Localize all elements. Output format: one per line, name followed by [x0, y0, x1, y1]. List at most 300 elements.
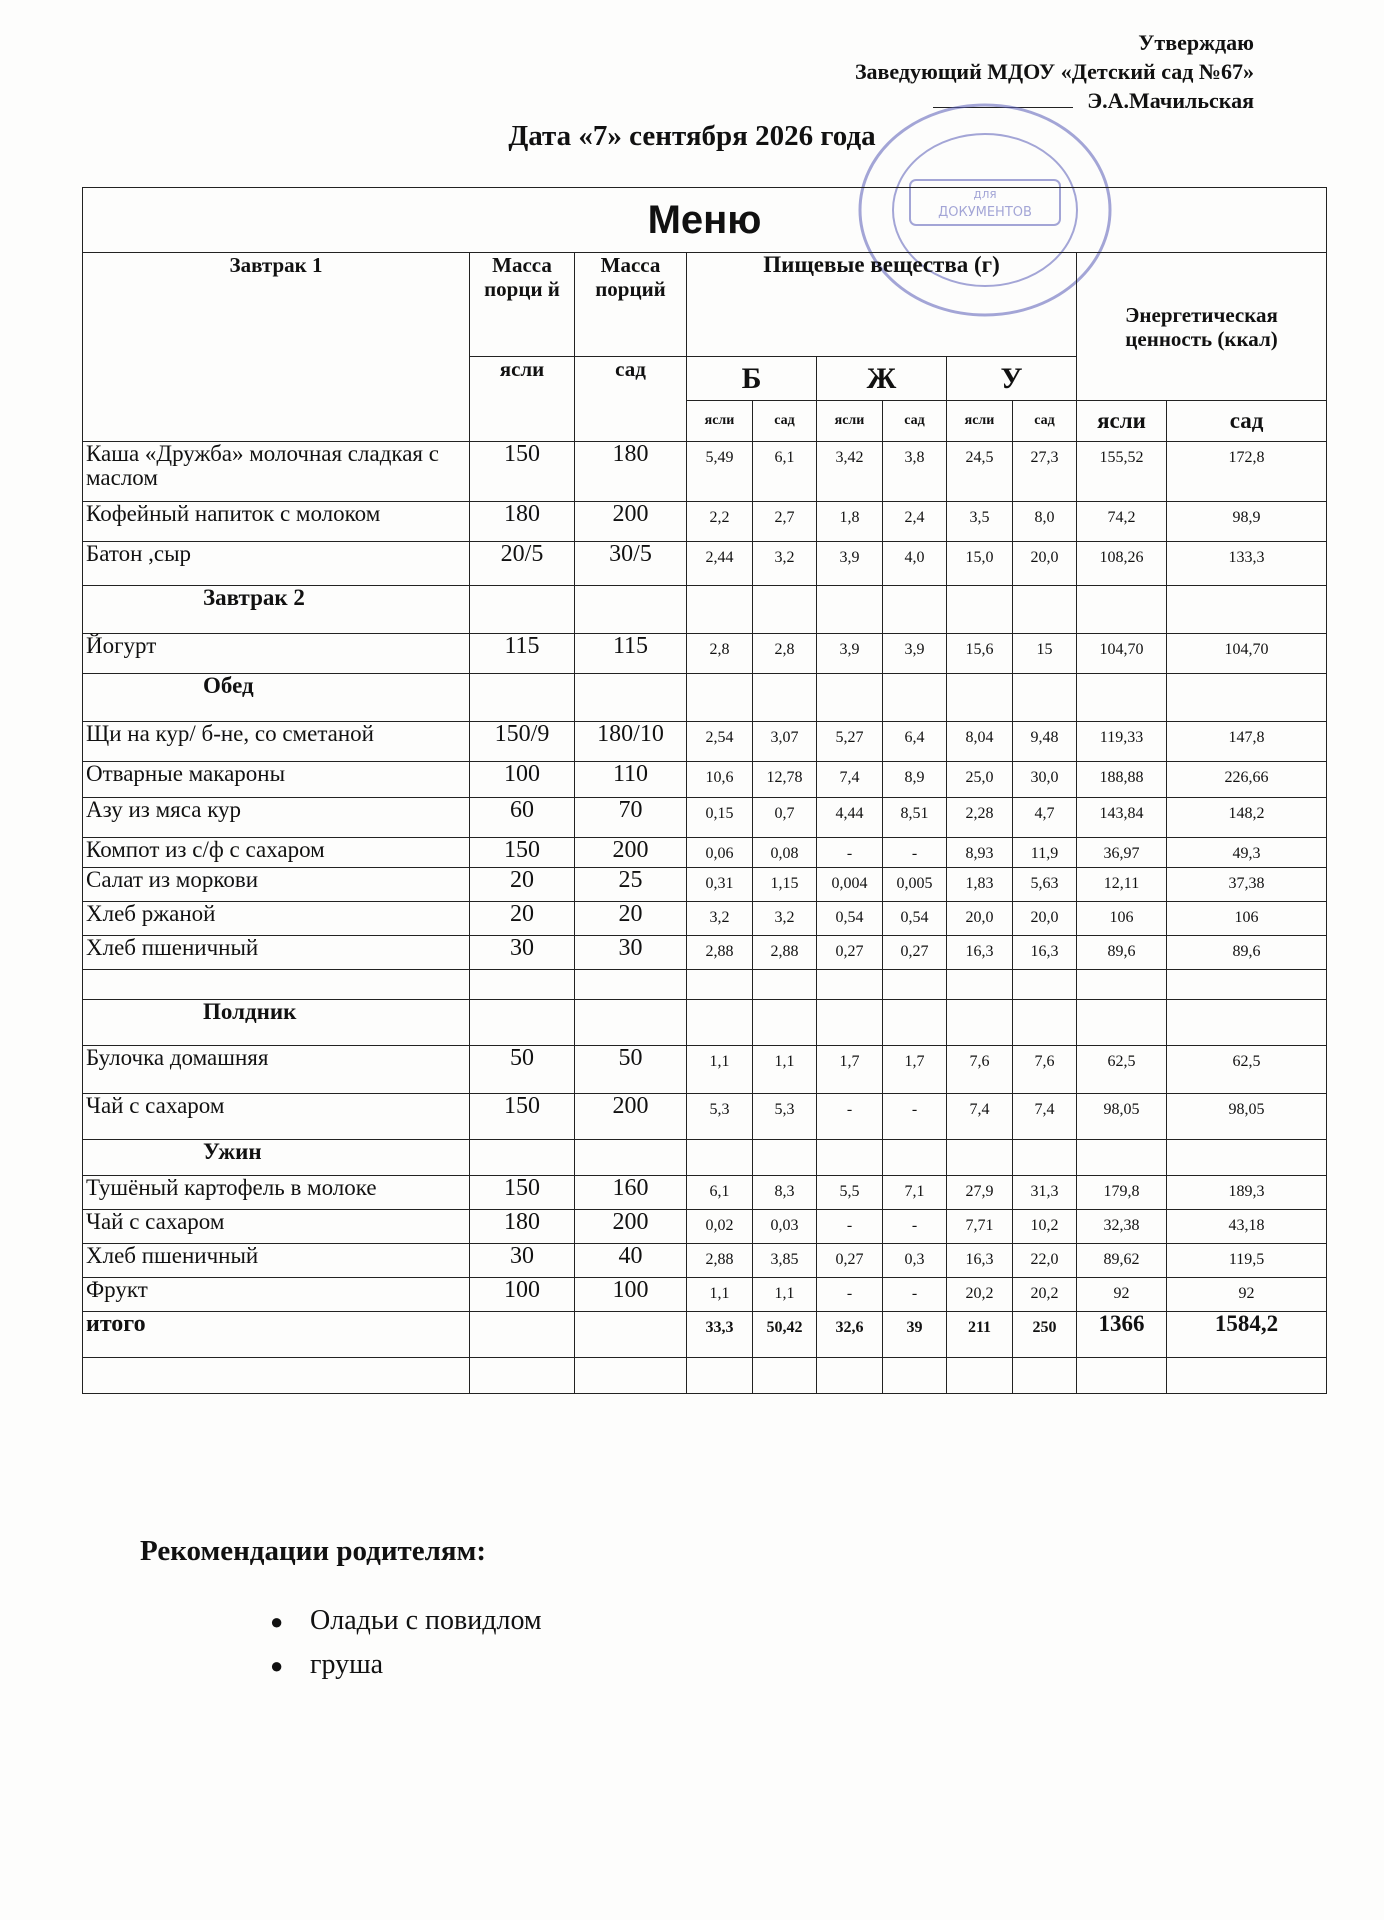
energy-sad: 226,66	[1167, 762, 1327, 798]
dish-name: Йогурт	[83, 634, 470, 674]
mass-sad: 25	[575, 868, 687, 902]
empty-cell	[947, 674, 1013, 722]
empty-cell	[883, 674, 947, 722]
empty-cell	[947, 1140, 1013, 1176]
mass-sad: 20	[575, 902, 687, 936]
nutrient-value: 3,42	[817, 442, 883, 502]
approver-name: Э.А.Мачильская	[1087, 88, 1254, 113]
empty-cell	[753, 674, 817, 722]
nutrient-value: 5,3	[753, 1094, 817, 1140]
empty-cell	[1013, 1000, 1077, 1046]
nutrient-value: 0,08	[753, 838, 817, 868]
section-title: Ужин	[83, 1140, 470, 1176]
nutrient-value: 3,07	[753, 722, 817, 762]
nutrient-value: 2,8	[687, 634, 753, 674]
dish-name: Батон ,сыр	[83, 542, 470, 586]
nutrient-value: 12,78	[753, 762, 817, 798]
nutrient-value: 0,06	[687, 838, 753, 868]
empty-cell	[947, 1358, 1013, 1394]
empty-cell	[575, 1000, 687, 1046]
nutrient-value: 6,1	[753, 442, 817, 502]
table-row	[83, 1278, 1327, 1312]
energy-yasli: 12,11	[1077, 868, 1167, 902]
nutrient-value: 10,2	[1013, 1210, 1077, 1244]
nutrient-value: 0,54	[883, 902, 947, 936]
empty-cell	[1167, 1140, 1327, 1176]
nutrient-value: 0,31	[687, 868, 753, 902]
empty-cell	[470, 1312, 575, 1358]
empty-cell	[883, 1000, 947, 1046]
energy-sad: 119,5	[1167, 1244, 1327, 1278]
dish-name: Тушёный картофель в молоке	[83, 1176, 470, 1210]
mass-yasli: 60	[470, 798, 575, 838]
nutrient-value: 1,1	[687, 1278, 753, 1312]
header-protein: Б	[687, 357, 817, 401]
empty-cell	[1077, 970, 1167, 1000]
mass-sad: 50	[575, 1046, 687, 1094]
empty-cell	[753, 1140, 817, 1176]
nutrient-value: 5,27	[817, 722, 883, 762]
nutrient-value: 6,1	[687, 1176, 753, 1210]
nutrient-value: 20,0	[947, 902, 1013, 936]
nutrient-value: 27,3	[1013, 442, 1077, 502]
empty-cell	[1077, 1140, 1167, 1176]
nutrient-value: 8,93	[947, 838, 1013, 868]
empty-cell	[470, 1358, 575, 1394]
nutrient-value: 3,9	[883, 634, 947, 674]
nutrient-value: -	[817, 1094, 883, 1140]
header-energy-yasli: ясли	[1077, 401, 1167, 442]
energy-yasli: 89,6	[1077, 936, 1167, 970]
nutrient-value: -	[817, 1278, 883, 1312]
empty-cell	[817, 674, 883, 722]
empty-cell	[470, 1000, 575, 1046]
header-energy-sad: сад	[1167, 401, 1327, 442]
total-value: 33,3	[687, 1312, 753, 1358]
nutrient-value: 0,3	[883, 1244, 947, 1278]
empty-cell	[1013, 674, 1077, 722]
nutrient-value: 1,1	[753, 1278, 817, 1312]
nutrient-value: 2,2	[687, 502, 753, 542]
recommendation-text: груша	[310, 1649, 384, 1680]
empty-cell	[883, 1140, 947, 1176]
energy-sad: 43,18	[1167, 1210, 1327, 1244]
total-label: итого	[83, 1312, 470, 1358]
menu-title: Меню	[83, 188, 1327, 253]
energy-sad: 98,05	[1167, 1094, 1327, 1140]
empty-cell	[1167, 674, 1327, 722]
svg-text:ДОКУМЕНТОВ: ДОКУМЕНТОВ	[938, 205, 1032, 220]
empty-cell	[1077, 1358, 1167, 1394]
table-row	[83, 1046, 1327, 1094]
dish-name: Хлеб пшеничный	[83, 1244, 470, 1278]
dish-name: Каша «Дружба» молочная сладкая с маслом	[83, 442, 470, 502]
empty-cell	[1013, 970, 1077, 1000]
mass-yasli: 30	[470, 1244, 575, 1278]
empty-cell	[687, 674, 753, 722]
nutrient-value: 31,3	[1013, 1176, 1077, 1210]
nutrient-value: 25,0	[947, 762, 1013, 798]
energy-sad: 106	[1167, 902, 1327, 936]
empty-cell	[575, 586, 687, 634]
nutrient-value: 8,9	[883, 762, 947, 798]
nutrient-value: -	[817, 1210, 883, 1244]
empty-cell	[817, 1140, 883, 1176]
nutrient-value: 9,48	[1013, 722, 1077, 762]
nutrient-value: 3,85	[753, 1244, 817, 1278]
nutrient-value: 0,03	[753, 1210, 817, 1244]
nutrient-value: 1,83	[947, 868, 1013, 902]
mass-yasli: 180	[470, 1210, 575, 1244]
menu-table	[82, 187, 1327, 1394]
nutrient-value: 30,0	[1013, 762, 1077, 798]
recommendations-title: Рекомендации родителям:	[140, 1535, 487, 1567]
nutrient-value: 2,44	[687, 542, 753, 586]
nutrient-value: -	[883, 838, 947, 868]
header-meal: Завтрак 1	[83, 253, 470, 442]
nutrient-value: 2,88	[753, 936, 817, 970]
nutrient-value: -	[883, 1278, 947, 1312]
mass-sad: 200	[575, 838, 687, 868]
nutrient-value: 8,0	[1013, 502, 1077, 542]
nutrient-value: 2,8	[753, 634, 817, 674]
dish-name: Азу из мяса кур	[83, 798, 470, 838]
energy-sad: 172,8	[1167, 442, 1327, 502]
nutrient-value: 0,004	[817, 868, 883, 902]
empty-cell	[83, 1358, 470, 1394]
nutrient-value: 8,3	[753, 1176, 817, 1210]
nutrient-value: 4,7	[1013, 798, 1077, 838]
empty-cell	[687, 1358, 753, 1394]
nutrient-value: 27,9	[947, 1176, 1013, 1210]
energy-yasli: 155,52	[1077, 442, 1167, 502]
mass-sad: 160	[575, 1176, 687, 1210]
table-row	[83, 1176, 1327, 1210]
energy-sad: 92	[1167, 1278, 1327, 1312]
header-fat: Ж	[817, 357, 947, 401]
table-row	[83, 798, 1327, 838]
nutrient-value: 0,27	[883, 936, 947, 970]
empty-cell	[1167, 1000, 1327, 1046]
empty-cell	[817, 1358, 883, 1394]
empty-cell	[947, 970, 1013, 1000]
energy-yasli: 119,33	[1077, 722, 1167, 762]
nutrient-value: 2,88	[687, 936, 753, 970]
energy-yasli: 188,88	[1077, 762, 1167, 798]
empty-cell	[817, 1000, 883, 1046]
nutrient-value: 0,02	[687, 1210, 753, 1244]
nutrient-value: 1,7	[817, 1046, 883, 1094]
energy-yasli: 98,05	[1077, 1094, 1167, 1140]
table-row	[83, 722, 1327, 762]
header-sad: сад	[575, 357, 687, 442]
empty-cell	[1167, 1358, 1327, 1394]
header-carbs: У	[947, 357, 1077, 401]
mass-yasli: 20/5	[470, 542, 575, 586]
dish-name: Фрукт	[83, 1278, 470, 1312]
energy-yasli: 32,38	[1077, 1210, 1167, 1244]
empty-cell	[947, 1000, 1013, 1046]
nutrient-value: 20,0	[1013, 542, 1077, 586]
nutrient-value: 7,1	[883, 1176, 947, 1210]
mass-sad: 30	[575, 936, 687, 970]
energy-yasli: 92	[1077, 1278, 1167, 1312]
nutrient-value: 10,6	[687, 762, 753, 798]
dish-name: Компот из с/ф с сахаром	[83, 838, 470, 868]
total-row	[83, 1312, 1327, 1358]
empty-cell	[1013, 1358, 1077, 1394]
table-row	[83, 1094, 1327, 1140]
nutrient-value: 3,9	[817, 634, 883, 674]
nutrient-value: 0,15	[687, 798, 753, 838]
total-value: 39	[883, 1312, 947, 1358]
nutrient-value: 3,5	[947, 502, 1013, 542]
header-mass-sad: Масса порций	[575, 253, 687, 357]
bullet-icon: ●	[270, 1609, 284, 1634]
nutrient-value: 11,9	[1013, 838, 1077, 868]
mass-yasli: 150	[470, 1176, 575, 1210]
dish-name: Щи на кур/ б-не, со сметаной	[83, 722, 470, 762]
mass-yasli: 100	[470, 1278, 575, 1312]
nutrient-value: 3,8	[883, 442, 947, 502]
dish-name: Чай с сахаром	[83, 1094, 470, 1140]
mass-yasli: 100	[470, 762, 575, 798]
nutrient-value: 3,2	[753, 902, 817, 936]
empty-cell	[1077, 1000, 1167, 1046]
recommendations-list	[270, 1605, 542, 1693]
table-row	[83, 1210, 1327, 1244]
empty-cell	[1167, 586, 1327, 634]
nutrient-value: -	[817, 838, 883, 868]
table-row	[83, 902, 1327, 936]
empty-cell	[687, 1140, 753, 1176]
dish-name: Салат из моркови	[83, 868, 470, 902]
energy-sad: 62,5	[1167, 1046, 1327, 1094]
mass-sad: 180	[575, 442, 687, 502]
nutrient-value: 1,7	[883, 1046, 947, 1094]
empty-cell	[575, 970, 687, 1000]
total-value: 50,42	[753, 1312, 817, 1358]
empty-cell	[470, 970, 575, 1000]
empty-cell	[575, 1312, 687, 1358]
nutrient-value: 0,27	[817, 1244, 883, 1278]
empty-cell	[83, 970, 470, 1000]
section-row	[83, 586, 1327, 634]
table-row	[83, 936, 1327, 970]
nutrient-value: 2,54	[687, 722, 753, 762]
nutrient-value: 7,6	[947, 1046, 1013, 1094]
nutrient-value: 0,27	[817, 936, 883, 970]
nutrient-value: 1,15	[753, 868, 817, 902]
table-row	[83, 502, 1327, 542]
empty-cell	[753, 970, 817, 1000]
empty-cell	[1013, 586, 1077, 634]
mass-yasli: 150	[470, 838, 575, 868]
energy-yasli: 89,62	[1077, 1244, 1167, 1278]
empty-cell	[883, 1358, 947, 1394]
empty-cell	[575, 674, 687, 722]
mass-yasli: 20	[470, 868, 575, 902]
mass-sad: 110	[575, 762, 687, 798]
energy-sad: 104,70	[1167, 634, 1327, 674]
energy-sad: 147,8	[1167, 722, 1327, 762]
nutrient-value: 7,4	[947, 1094, 1013, 1140]
empty-cell	[470, 1140, 575, 1176]
mass-sad: 180/10	[575, 722, 687, 762]
energy-yasli: 104,70	[1077, 634, 1167, 674]
nutrient-value: 16,3	[947, 936, 1013, 970]
empty-cell	[883, 586, 947, 634]
mass-yasli: 20	[470, 902, 575, 936]
empty-cell	[470, 586, 575, 634]
nutrient-value: 22,0	[1013, 1244, 1077, 1278]
dish-name: Отварные макароны	[83, 762, 470, 798]
empty-cell	[817, 586, 883, 634]
mass-sad: 115	[575, 634, 687, 674]
nutrient-value: 4,0	[883, 542, 947, 586]
energy-yasli: 36,97	[1077, 838, 1167, 868]
nutrient-value: 5,49	[687, 442, 753, 502]
empty-cell	[687, 970, 753, 1000]
nutrient-value: 2,28	[947, 798, 1013, 838]
table-row	[83, 838, 1327, 868]
empty-cell	[470, 674, 575, 722]
nutrient-value: 2,88	[687, 1244, 753, 1278]
mass-yasli: 150	[470, 1094, 575, 1140]
section-row	[83, 1140, 1327, 1176]
svg-text:для: для	[973, 187, 997, 201]
header-sub: сад	[1013, 401, 1077, 442]
nutrient-value: 15	[1013, 634, 1077, 674]
energy-sad: 133,3	[1167, 542, 1327, 586]
nutrient-value: 16,3	[947, 1244, 1013, 1278]
nutrient-value: 5,3	[687, 1094, 753, 1140]
mass-yasli: 50	[470, 1046, 575, 1094]
section-title: Полдник	[83, 1000, 470, 1046]
empty-cell	[883, 970, 947, 1000]
nutrient-value: 15,0	[947, 542, 1013, 586]
nutrient-value: 6,4	[883, 722, 947, 762]
energy-yasli: 108,26	[1077, 542, 1167, 586]
nutrient-value: 3,2	[687, 902, 753, 936]
nutrient-value: 20,2	[1013, 1278, 1077, 1312]
mass-sad: 200	[575, 1094, 687, 1140]
empty-cell	[753, 586, 817, 634]
mass-sad: 100	[575, 1278, 687, 1312]
mass-yasli: 150/9	[470, 722, 575, 762]
mass-sad: 70	[575, 798, 687, 838]
mass-sad: 200	[575, 1210, 687, 1244]
dish-name: Чай с сахаром	[83, 1210, 470, 1244]
table-row	[83, 868, 1327, 902]
energy-sad: 89,6	[1167, 936, 1327, 970]
nutrient-value: 7,71	[947, 1210, 1013, 1244]
empty-cell	[1077, 674, 1167, 722]
nutrient-value: 2,7	[753, 502, 817, 542]
nutrient-value: 8,51	[883, 798, 947, 838]
energy-yasli: 179,8	[1077, 1176, 1167, 1210]
nutrient-value: 3,2	[753, 542, 817, 586]
total-value: 250	[1013, 1312, 1077, 1358]
mass-sad: 40	[575, 1244, 687, 1278]
bullet-icon: ●	[270, 1653, 284, 1678]
nutrient-value: 0,7	[753, 798, 817, 838]
section-title: Обед	[83, 674, 470, 722]
empty-cell	[1077, 586, 1167, 634]
empty-cell	[687, 1000, 753, 1046]
mass-yasli: 150	[470, 442, 575, 502]
header-nutrients: Пищевые вещества (г)	[687, 253, 1077, 357]
empty-cell	[1167, 970, 1327, 1000]
nutrient-value: 20,2	[947, 1278, 1013, 1312]
approval-line-1: Утверждаю	[1138, 30, 1254, 55]
table-row	[83, 1358, 1327, 1394]
empty-cell	[687, 586, 753, 634]
empty-cell	[817, 970, 883, 1000]
table-row	[83, 542, 1327, 586]
header-yasli: ясли	[470, 357, 575, 442]
nutrient-value: 20,0	[1013, 902, 1077, 936]
mass-sad: 200	[575, 502, 687, 542]
nutrient-value: 1,1	[687, 1046, 753, 1094]
energy-sad: 37,38	[1167, 868, 1327, 902]
nutrient-value: 7,4	[1013, 1094, 1077, 1140]
energy-yasli: 62,5	[1077, 1046, 1167, 1094]
nutrient-value: 7,4	[817, 762, 883, 798]
energy-yasli: 106	[1077, 902, 1167, 936]
nutrient-value: 2,4	[883, 502, 947, 542]
header-sub: ясли	[947, 401, 1013, 442]
nutrient-value: 1,1	[753, 1046, 817, 1094]
table-row	[83, 442, 1327, 502]
table-row	[83, 762, 1327, 798]
nutrient-value: 16,3	[1013, 936, 1077, 970]
mass-yasli: 30	[470, 936, 575, 970]
total-value: 32,6	[817, 1312, 883, 1358]
table-row	[83, 1244, 1327, 1278]
header-energy: Энергетическая ценность (ккал)	[1077, 253, 1327, 401]
nutrient-value: 4,44	[817, 798, 883, 838]
header-sub: ясли	[687, 401, 753, 442]
mass-yasli: 180	[470, 502, 575, 542]
table-row	[83, 970, 1327, 1000]
energy-sad: 98,9	[1167, 502, 1327, 542]
nutrient-value: 7,6	[1013, 1046, 1077, 1094]
header-mass-yasli: Масса порци й	[470, 253, 575, 357]
total-energy-yasli: 1366	[1077, 1312, 1167, 1358]
nutrient-value: 8,04	[947, 722, 1013, 762]
total-energy-sad: 1584,2	[1167, 1312, 1327, 1358]
nutrient-value: 0,54	[817, 902, 883, 936]
section-row	[83, 1000, 1327, 1046]
nutrient-value: 0,005	[883, 868, 947, 902]
empty-cell	[753, 1358, 817, 1394]
energy-sad: 148,2	[1167, 798, 1327, 838]
nutrient-value: 15,6	[947, 634, 1013, 674]
list-item	[270, 1649, 542, 1693]
mass-sad: 30/5	[575, 542, 687, 586]
empty-cell	[1013, 1140, 1077, 1176]
header-sub: сад	[883, 401, 947, 442]
nutrient-value: 24,5	[947, 442, 1013, 502]
section-title: Завтрак 2	[83, 586, 470, 634]
approval-line-2: Заведующий МДОУ «Детский сад №67»	[854, 59, 1254, 84]
table-row	[83, 634, 1327, 674]
energy-yasli: 74,2	[1077, 502, 1167, 542]
list-item	[270, 1605, 542, 1649]
section-row	[83, 674, 1327, 722]
document-date: Дата «7» сентября 2026 года	[508, 120, 876, 152]
